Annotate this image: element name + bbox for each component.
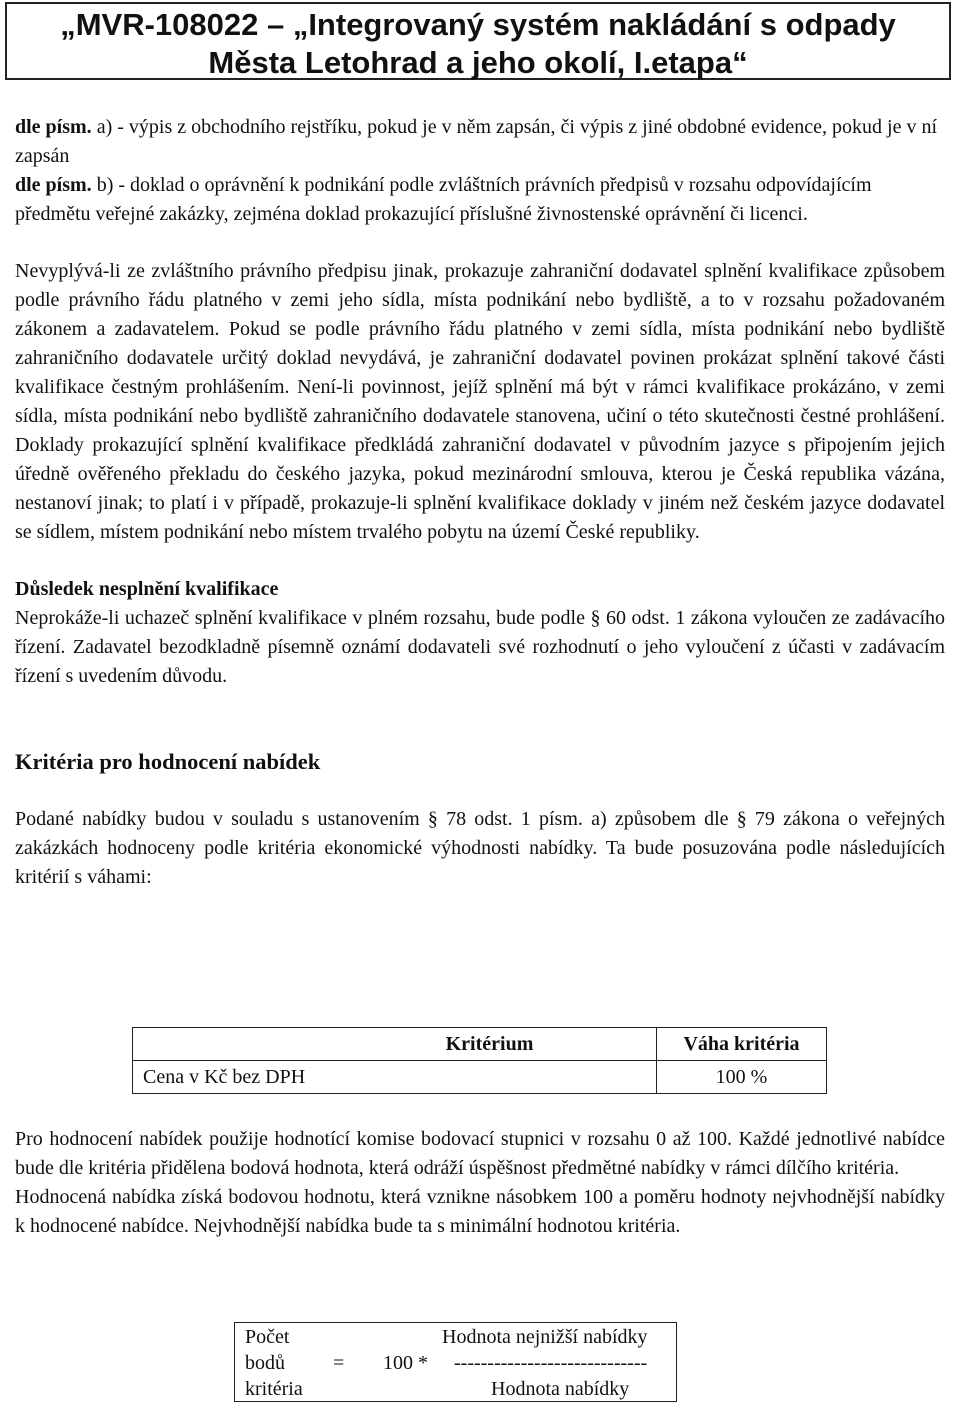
document-body bbox=[15, 113, 945, 892]
document-header bbox=[5, 2, 951, 80]
criteria-table-header bbox=[133, 1028, 827, 1061]
criteria-paragraph: Podané nabídky budou v souladu s ustanovením § 78 odst. 1 písm. a) způsobem dle § 79 zákona o veřejných zakázkách hodnoceny podle kritéria ekonomické výhodnosti nabídky. Ta bude posuzována podle následujících kritérií s váhami: bbox=[15, 808, 945, 888]
qualification-item-a bbox=[15, 113, 945, 171]
criteria-col-header: Kritérium bbox=[133, 1028, 657, 1061]
formula-fraction-line: ----------------------------- bbox=[454, 1352, 648, 1374]
formula-multiplier: 100 * bbox=[383, 1352, 428, 1374]
formula-denominator: Hodnota nabídky bbox=[491, 1378, 630, 1400]
weight-col-header: Váha kritéria bbox=[657, 1028, 827, 1061]
scoring-section bbox=[15, 1125, 945, 1241]
header-title-line-1: „MVR-108022 – „Integrovaný systém nakládání s odpady bbox=[60, 7, 896, 42]
header-title-line-2: Města Letohrad a jeho okolí, I.etapa“ bbox=[208, 45, 748, 80]
table-row bbox=[133, 1061, 827, 1094]
criteria-table bbox=[132, 1027, 827, 1094]
item-b-text: b) - doklad o oprávnění k podnikání podle zvláštních právních předpisů v rozsahu odpovídajícím předmětu veřejné zakázky, zejména doklad prokazující příslušné živnostenské oprávnění či licenci. bbox=[15, 174, 872, 225]
formula-label-line-3: kritéria bbox=[245, 1378, 303, 1400]
item-b-label: dle písm. bbox=[15, 174, 92, 196]
scoring-paragraph: Pro hodnocení nabídek použije hodnotící komise bodovací stupnici v rozsahu 0 až 100. Každé jednotlivé nabídce bude dle kritéria přidělena bodová hodnota, která odráží úspěšnost předmětné nabídky v rámci dílčího kritéria. bbox=[15, 1128, 945, 1179]
formula-label-line-2: bodů bbox=[245, 1352, 285, 1374]
formula-equals: = bbox=[333, 1352, 345, 1374]
criterion-weight-cell: 100 % bbox=[657, 1061, 827, 1094]
qualification-item-b bbox=[15, 171, 945, 229]
method-paragraph: Hodnocená nabídka získá bodovou hodnotu, která vznikne násobkem 100 a poměru hodnoty nejvhodnější nabídky k hodnocené nabídce. Nejvhodnější nabídka bude ta s minimální hodnotou kritéria. bbox=[15, 1186, 945, 1237]
criterion-name-cell: Cena v Kč bez DPH bbox=[133, 1061, 657, 1094]
formula-numerator: Hodnota nejnižší nabídky bbox=[442, 1326, 648, 1348]
foreign-supplier-paragraph: Nevyplývá-li ze zvláštního právního předpisu jinak, prokazuje zahraniční dodavatel splnění kvalifikace způsobem podle právního řádu platného v zemi jeho sídla, místa podnikání nebo bydliště, a to v rozsahu požadovaném zákonem a zadavatelem. Pokud se podle právního řádu platného v zemi sídla, místa podnikání nebo bydliště zahraničního dodavatele určitý doklad nevydává, je zahraniční dodavatel povinen prokázat splnění takové části kvalifikace čestným prohlášením. Není-li povinnost, jejíž splnění má být v rámci kvalifikace prokázáno, v zemi sídla, místa podnikání nebo bydliště zahraničního dodavatele stanovena, učiní o této skutečnosti čestné prohlášení. Doklady prokazující splnění kvalifikace předkládá zahraniční dodavatel v původním jazyce s připojením jejich úředně ověřeného překladu do českého jazyka, pokud mezinárodní smlouva, kterou je Česká republika vázána, nestanoví jinak; to platí i v případě, prokazuje-li splnění kvalifikace doklady v jiném než českém jazyce dodavatel se sídlem, místem podnikání nebo místem trvalého pobytu na území České republiky. bbox=[15, 260, 945, 543]
consequence-paragraph: Neprokáže-li uchazeč splnění kvalifikace v plném rozsahu, bude podle § 60 odst. 1 zákona vyloučen ze zadávacího řízení. Zadavatel bezodkladně písemně oznámí dodavateli své rozhodnutí o jeho vyloučení z účasti v zadávacím řízení s uvedením důvodu. bbox=[15, 607, 945, 687]
criteria-heading: Kritéria pro hodnocení nabídek bbox=[15, 749, 321, 774]
formula-label-line-1: Počet bbox=[245, 1326, 290, 1348]
item-a-text: a) - výpis z obchodního rejstříku, pokud je v něm zapsán, či výpis z jiné obdobné evidence, pokud je v ní zapsán bbox=[15, 116, 938, 167]
item-a-label: dle písm. bbox=[15, 116, 92, 138]
consequence-heading: Důsledek nesplnění kvalifikace bbox=[15, 578, 279, 600]
scoring-formula-box bbox=[234, 1322, 677, 1402]
